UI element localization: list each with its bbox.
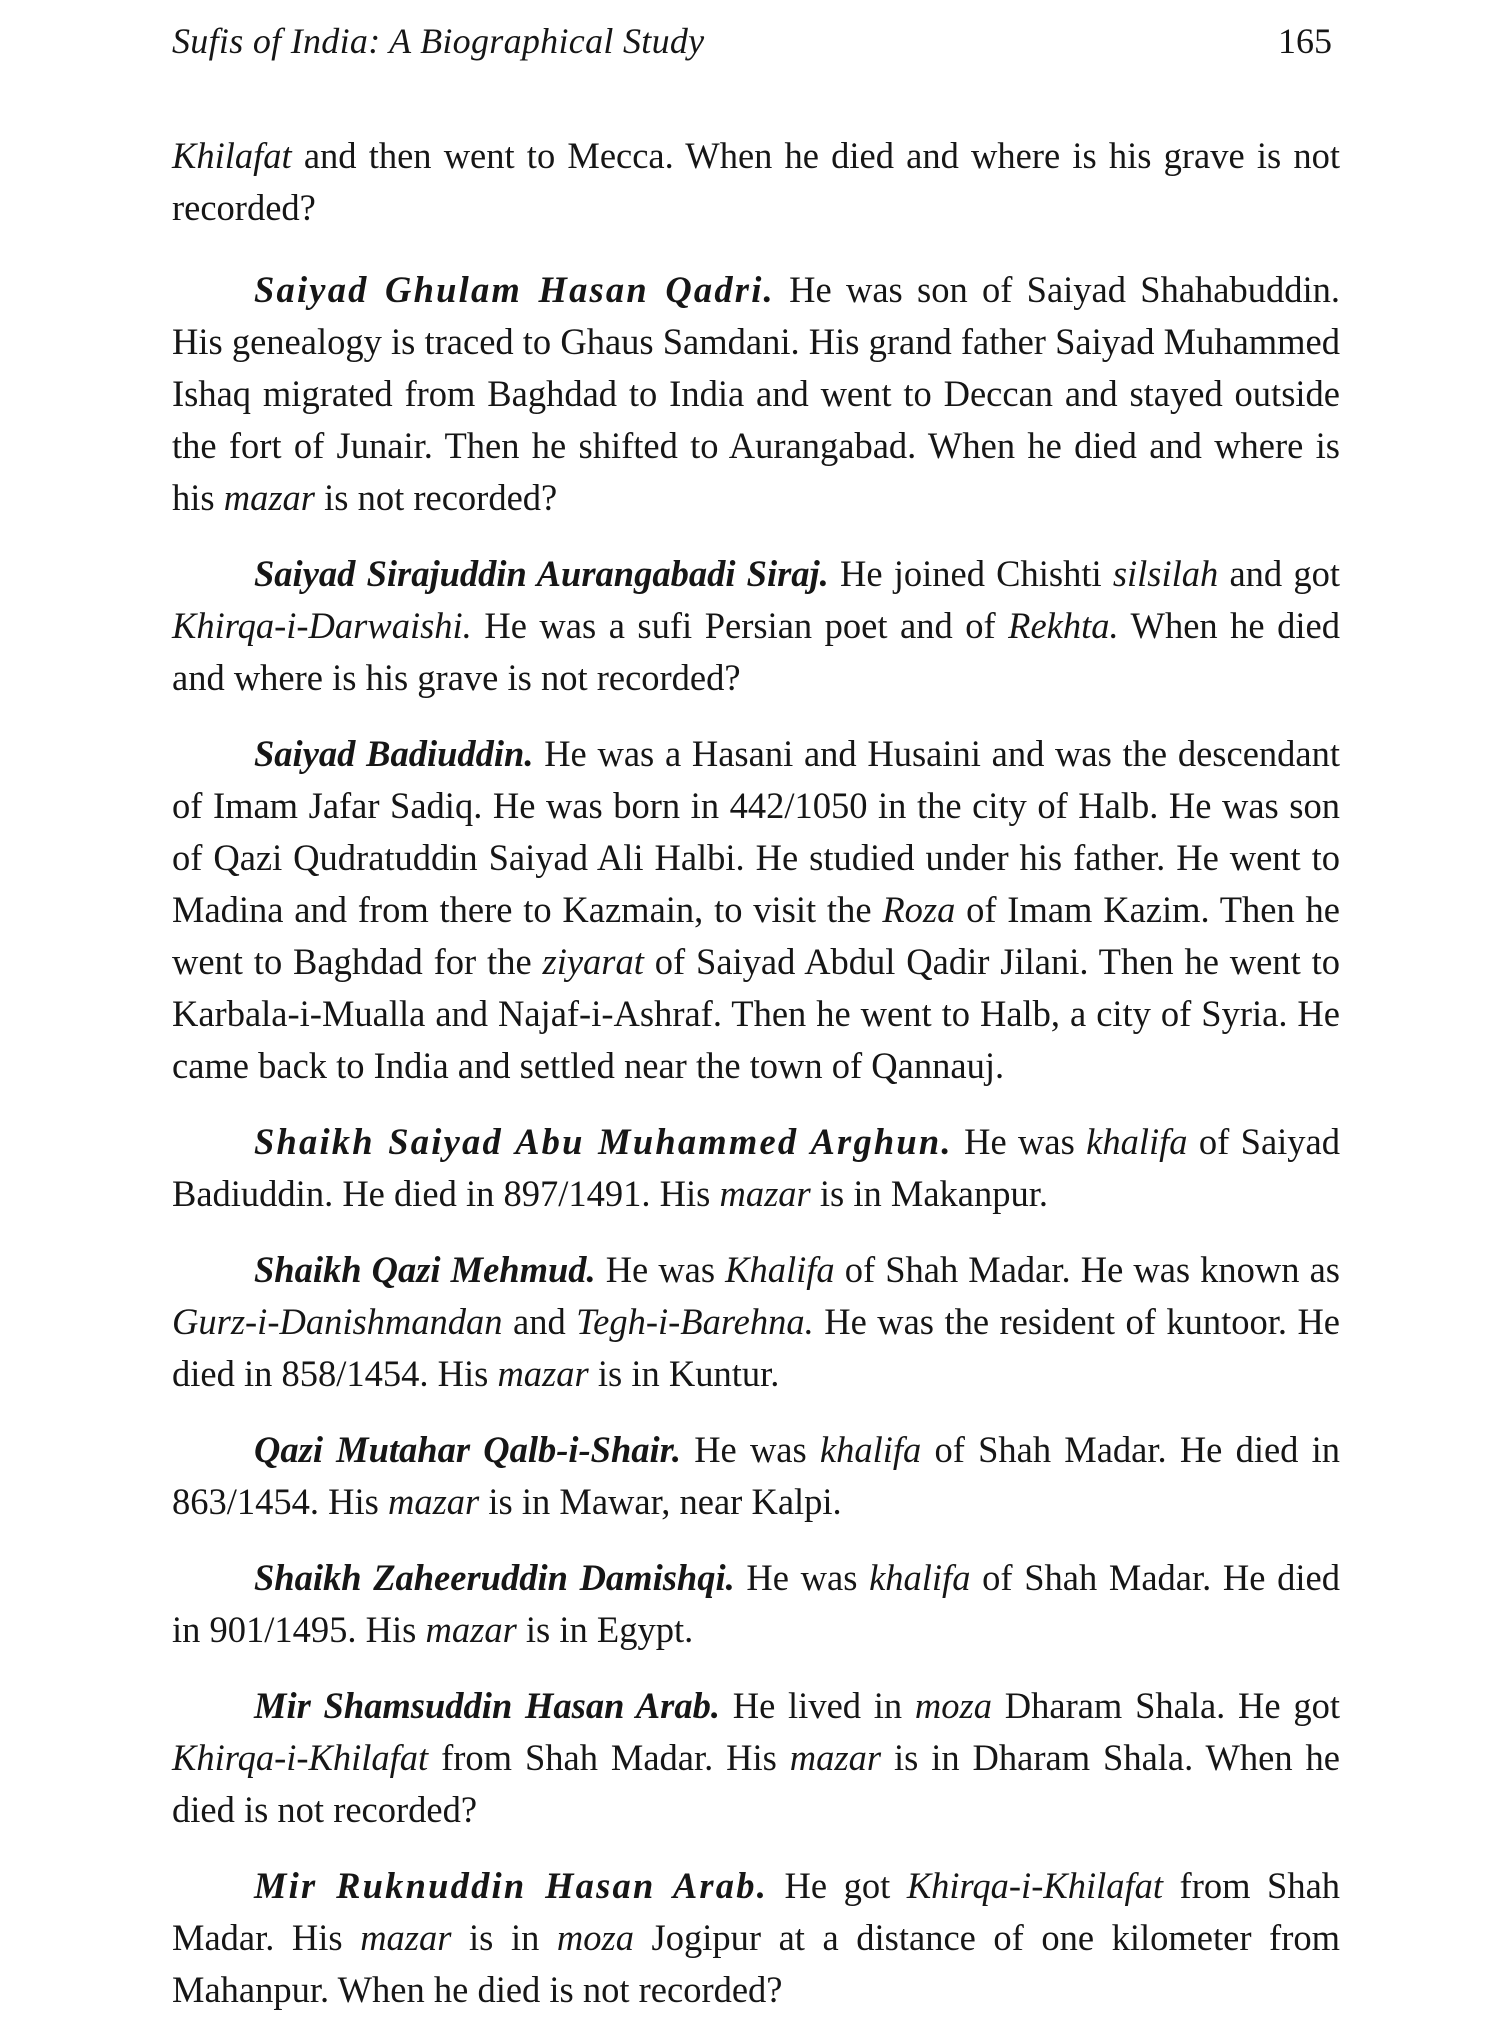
paragraph-2-seg-7: When he died and where is his grave is not recorded? bbox=[172, 605, 1340, 698]
entry-name-badiuddin: Saiyad Badiuddin. bbox=[254, 733, 534, 774]
entry-name-zaheeruddin: Shaikh Zaheeruddin Damishqi. bbox=[254, 1557, 735, 1598]
paragraph-8-seg-6: mazar bbox=[789, 1737, 882, 1778]
paragraph-4-seg-2: khalifa bbox=[1086, 1121, 1188, 1162]
paragraph-7-seg-4: mazar bbox=[425, 1609, 517, 1650]
paragraph-8-seg-7: is in Dharam Shala. When he died is not recorded? bbox=[172, 1737, 1340, 1830]
paragraph-9-seg-6: moza bbox=[556, 1917, 634, 1958]
paragraph-4-seg-4: mazar bbox=[719, 1173, 811, 1214]
paragraph-2-seg-5: He was a sufi Persian poet and of bbox=[471, 605, 1009, 646]
paragraph-9-seg-1: He got bbox=[768, 1865, 907, 1906]
paragraph-8-seg-2: moza bbox=[914, 1685, 992, 1726]
paragraph-5-seg-8: mazar bbox=[497, 1353, 589, 1394]
page-number: 165 bbox=[1278, 21, 1332, 61]
paragraph-9-seg-7: Jogipur at a distance of one kilometer from Mahanpur. When he died is not recorded? bbox=[172, 1917, 1340, 2010]
entry-name-shamsuddin: Mir Shamsuddin Hasan Arab. bbox=[254, 1685, 720, 1726]
paragraph-7-seg-1: He was bbox=[734, 1557, 870, 1598]
paragraph-5-seg-6: Tegh-i-Barehna. bbox=[576, 1301, 814, 1342]
running-title: Sufis of India: A Biographical Study bbox=[172, 21, 705, 61]
paragraph-5-seg-2: Khalifa bbox=[725, 1249, 835, 1290]
paragraph-5-seg-5: and bbox=[502, 1301, 577, 1342]
paragraph-2-seg-4: Khirqa-i-Darwaishi. bbox=[172, 605, 472, 646]
paragraph-7 bbox=[172, 1552, 1340, 1656]
paragraph-4-seg-3: of Saiyad Badiuddin. He died in 897/1491. His bbox=[172, 1121, 1341, 1214]
entry-name-ruknuddin: Mir Ruknuddin Hasan Arab. bbox=[254, 1865, 769, 1906]
paragraph-6 bbox=[172, 1424, 1340, 1528]
book-page bbox=[172, 20, 1340, 2040]
entry-name-qazi-mutahar: Qazi Mutahar Qalb-i-Shair. bbox=[254, 1429, 681, 1470]
paragraph-6-seg-4: mazar bbox=[387, 1481, 480, 1522]
paragraph-4-seg-1: He was bbox=[952, 1121, 1087, 1162]
paragraph-2-seg-2: silsilah bbox=[1112, 553, 1219, 594]
paragraph-1-seg-3: is not recorded? bbox=[315, 477, 558, 518]
paragraph-7-seg-3: of Shah Madar. He died in 901/1495. His bbox=[172, 1557, 1340, 1650]
paragraph-4 bbox=[172, 1116, 1340, 1220]
entry-name-abu-muhammed-arghun: Shaikh Saiyad Abu Muhammed Arghun. bbox=[254, 1121, 953, 1162]
paragraph-9-seg-5: is in bbox=[451, 1917, 557, 1958]
paragraph-5 bbox=[172, 1244, 1340, 1400]
paragraph-2-seg-3: and got bbox=[1218, 553, 1341, 594]
paragraph-6-seg-1: He was bbox=[681, 1429, 820, 1470]
paragraph-7-seg-2: khalifa bbox=[869, 1557, 971, 1598]
paragraph-2 bbox=[172, 548, 1340, 704]
paragraph-8-seg-4: Khirqa-i-Khilafat bbox=[172, 1737, 429, 1778]
paragraph-5-seg-9: is in Kuntur. bbox=[588, 1353, 780, 1394]
paragraph-9-seg-4: mazar bbox=[360, 1917, 452, 1958]
paragraph-1 bbox=[172, 264, 1340, 524]
paragraph-3-seg-3: of Imam Kazim. Then he went to Baghdad for the bbox=[172, 889, 1340, 982]
paragraph-8-seg-5: from Shah Madar. His bbox=[428, 1737, 790, 1778]
paragraph-6-seg-2: khalifa bbox=[819, 1429, 922, 1470]
paragraph-0 bbox=[172, 130, 1340, 234]
paragraph-7-seg-5: is in Egypt. bbox=[516, 1609, 694, 1650]
paragraph-3-seg-1: He was a Hasani and Husaini and was the descendant of Imam Jafar Sadiq. He was born in 442/1050 in the city of Halb. He was son of Qazi Qudratuddin Saiyad Ali Halbi. He studied under his father. He went to Madina and from there to Kazmain, to visit the bbox=[172, 733, 1340, 930]
paragraph-1-seg-1: He was son of Saiyad Shahabuddin. His genealogy is traced to Ghaus Samdani. His grand father Saiyad Muhammed Ishaq migrated from Baghdad to India and went to Deccan and stayed outside the fort of Junair. Then he shifted to Aurangabad. When he died and where is his bbox=[172, 269, 1340, 518]
paragraph-8-seg-3: Dharam Shala. He got bbox=[992, 1685, 1340, 1726]
paragraph-6-seg-3: of Shah Madar. He died in 863/1454. His bbox=[172, 1429, 1340, 1522]
running-head bbox=[172, 20, 1340, 88]
paragraph-5-seg-7: He was the resident of kuntoor. He died in 858/1454. His bbox=[172, 1301, 1341, 1394]
paragraph-5-seg-4: Gurz-i-Danishmandan bbox=[172, 1301, 503, 1342]
paragraph-2-seg-1: He joined Chishti bbox=[828, 553, 1113, 594]
paragraph-3 bbox=[172, 728, 1340, 1092]
paragraph-8 bbox=[172, 1680, 1340, 1836]
paragraph-6-seg-5: is in Mawar, near Kalpi. bbox=[479, 1481, 842, 1522]
paragraph-3-seg-4: ziyarat bbox=[542, 941, 644, 982]
paragraph-0-seg-1: and then went to Mecca. When he died and where is his grave is not recorded? bbox=[172, 135, 1340, 228]
paragraph-8-seg-1: He lived in bbox=[719, 1685, 915, 1726]
paragraph-9-seg-2: Khirqa-i-Khilafat bbox=[906, 1865, 1164, 1906]
paragraph-1-seg-2: mazar bbox=[223, 477, 316, 518]
entry-name-sirajuddin: Saiyad Sirajuddin Aurangabadi Siraj. bbox=[254, 553, 829, 594]
paragraph-3-seg-2: Roza bbox=[882, 889, 956, 930]
entry-name-ghulam-hasan-qadri: Saiyad Ghulam Hasan Qadri. bbox=[254, 269, 775, 310]
paragraph-0-seg-0: Khilafat bbox=[172, 135, 292, 176]
paragraph-5-seg-3: of Shah Madar. He was known as bbox=[834, 1249, 1340, 1290]
paragraph-5-seg-1: He was bbox=[595, 1249, 726, 1290]
paragraph-4-seg-5: is in Makanpur. bbox=[810, 1173, 1048, 1214]
paragraph-9-seg-3: from Shah Madar. His bbox=[172, 1865, 1341, 1958]
paragraph-9 bbox=[172, 1860, 1340, 2016]
entry-name-qazi-mehmud: Shaikh Qazi Mehmud. bbox=[254, 1249, 596, 1290]
paragraph-3-seg-5: of Saiyad Abdul Qadir Jilani. Then he went to Karbala-i-Mualla and Najaf-i-Ashraf. Then he went to Halb, a city of Syria. He came back to India and settled near the town of Qannauj. bbox=[172, 941, 1340, 1086]
paragraph-2-seg-6: Rekhta. bbox=[1008, 605, 1119, 646]
